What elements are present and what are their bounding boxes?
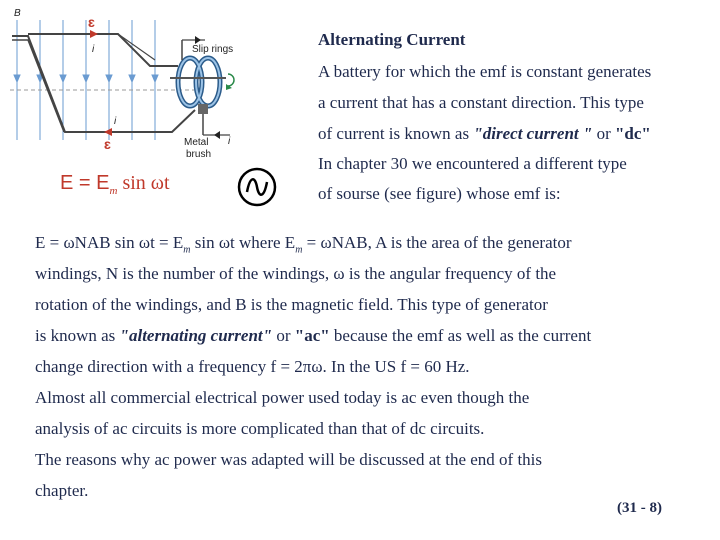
coil-bottom (12, 36, 195, 132)
main-line-5: change direction with a frequency f = 2πω. In the US f = 60 Hz. (35, 357, 470, 376)
intro-line-5: of sourse (see figure) whose emf is: (318, 184, 561, 203)
ac-term: "alternating current" (119, 326, 273, 345)
intro-line-3: of current is known as "direct current " or "dc" (318, 124, 651, 143)
dc-term: "direct current " (473, 124, 593, 143)
label-i-top: i (92, 44, 95, 55)
intro-line-2: a current that has a constant direction. This type (318, 93, 644, 112)
main-line-1: E = ωNAB $\sin \omega t = E_m$ sin ωt where $E_m = \omega NAB$, A is the area of the generator (35, 233, 572, 256)
ac-source-icon (236, 166, 278, 208)
main-line-9: chapter. (35, 481, 89, 500)
slide-title: Alternating Current (318, 30, 466, 49)
label-emf-top: ɛ (88, 14, 95, 30)
main-line-4: is known as "alternating current" or "ac" because the emf as well as the current (35, 326, 592, 345)
main-line-7: analysis of ac circuits is more complicated than that of dc circuits. (35, 419, 485, 438)
label-b: B (14, 8, 21, 19)
generator-figure (0, 0, 300, 170)
main-line-6: Almost all commercial electrical power used today is ac even though the (35, 388, 530, 407)
main-line-2: windings, N is the number of the windings, ω is the angular frequency of the (35, 264, 557, 283)
field-lines (14, 20, 158, 140)
brush-label: brush (186, 149, 212, 160)
page-number: (31 - 8) (617, 500, 662, 516)
label-emf-bottom: ɛ (104, 136, 111, 152)
ac-abbr: "ac" (294, 326, 330, 345)
label-i-mid: i (114, 116, 117, 127)
main-line-8: The reasons why ac power was adapted will be discussed at the end of this (35, 450, 543, 469)
main-line-3: rotation of the windings, and B is the magnetic field. This type of generator (35, 295, 548, 314)
dc-abbr: "dc" (614, 124, 651, 143)
intro-line-1: A battery for which the emf is constant generates (318, 62, 652, 81)
current-arrow-bottom (104, 128, 112, 136)
slip-rings-label: Slip rings (192, 44, 234, 55)
intro-line-4: In chapter 30 we encountered a different type (318, 154, 627, 173)
current-arrow-top (90, 30, 98, 38)
metal-label: Metal (184, 137, 209, 148)
label-i-right: i (228, 136, 231, 147)
figure-equation: $E = E_m$ sin ωt (60, 172, 170, 197)
